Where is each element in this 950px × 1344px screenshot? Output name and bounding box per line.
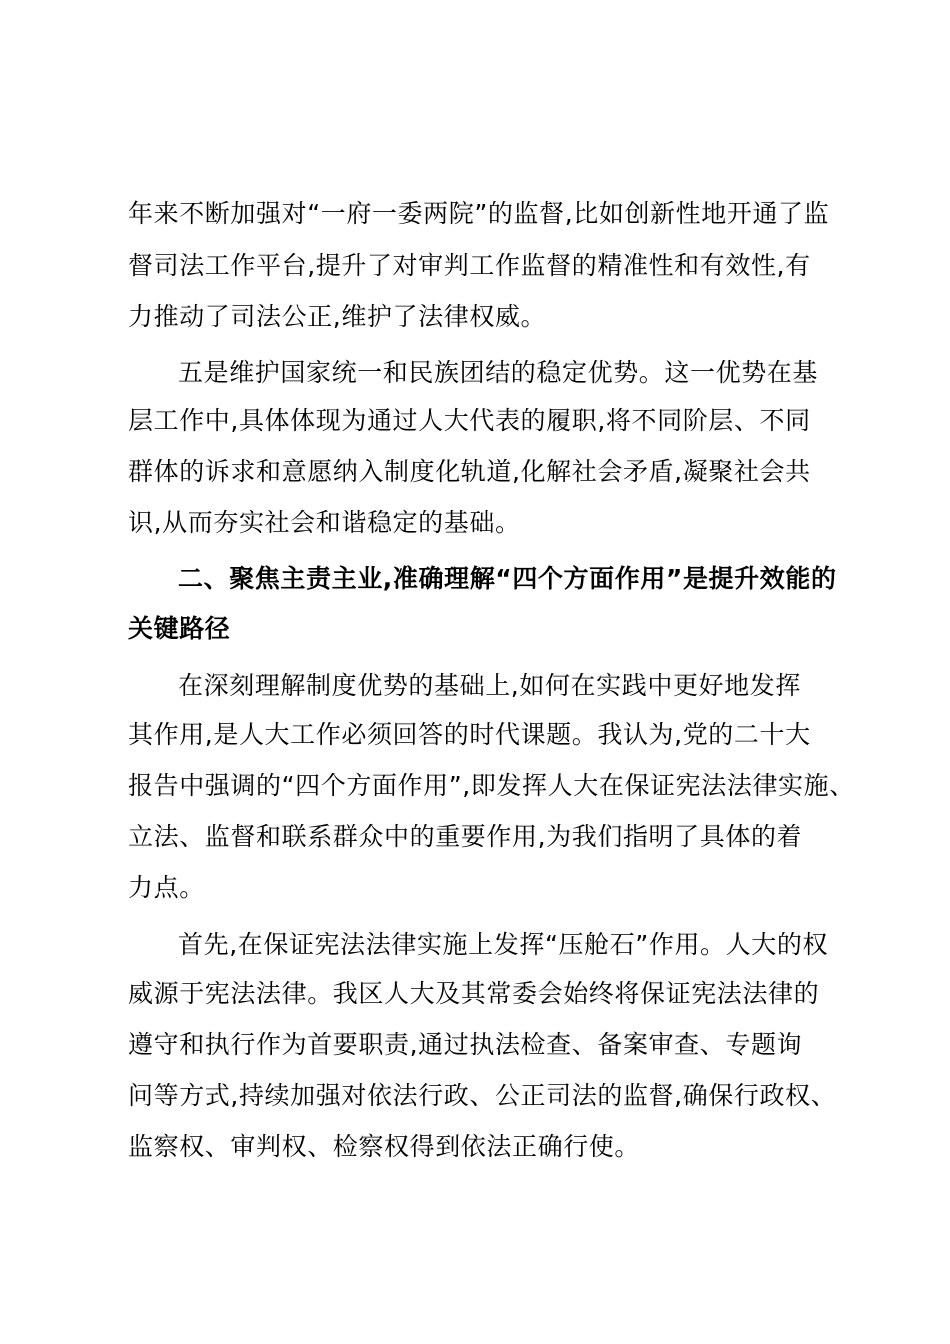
text-line: 识,从而夯实社会和谐稳定的基础。 (128, 508, 521, 537)
text-line: 问等方式,持续加强对依法行政、公正司法的监督,确保行政权、 (128, 1081, 837, 1110)
text-line: 首先,在保证宪法法律实施上发挥“压舱石”作用。人大的权 (178, 930, 829, 959)
text-line: 力点。 (128, 873, 205, 902)
text-line: 其作用,是人大工作必须回答的时代课题。我认为,党的二十大 (128, 720, 811, 749)
text-line: 群体的诉求和意愿纳入制度化轨道,化解社会矛盾,凝聚社会共 (128, 457, 811, 486)
text-line: 报告中强调的“四个方面作用”,即发挥人大在保证宪法法律实施、 (128, 771, 855, 800)
text-line: 层工作中,具体体现为通过人大代表的履职,将不同阶层、不同 (128, 406, 811, 435)
text-line: 年来不断加强对“一府一委两院”的监督,比如创新性地开通了监 (128, 199, 830, 228)
text-line: 力推动了司法公正,维护了法律权威。 (128, 302, 547, 331)
text-line: 立法、监督和联系群众中的重要作用,为我们指明了具体的着 (128, 822, 803, 851)
text-line: 监察权、审判权、检察权得到依法正确行使。 (128, 1132, 641, 1161)
text-line: 威源于宪法法律。我区人大及其常委会始终将保证宪法法律的 (128, 979, 820, 1008)
text-line: 遵守和执行作为首要职责,通过执法检查、备案审查、专题询 (128, 1030, 803, 1059)
heading-line: 关键路径 (128, 614, 231, 643)
heading-line: 二、聚焦主责主业,准确理解“四个方面作用”是提升效能的 (178, 564, 837, 593)
text-line: 督司法工作平台,提升了对审判工作监督的精准性和有效性,有 (128, 251, 811, 280)
text-line: 在深刻理解制度优势的基础上,如何在实践中更好地发挥 (178, 671, 801, 700)
text-line: 五是维护国家统一和民族团结的稳定优势。这一优势在基 (178, 358, 819, 387)
